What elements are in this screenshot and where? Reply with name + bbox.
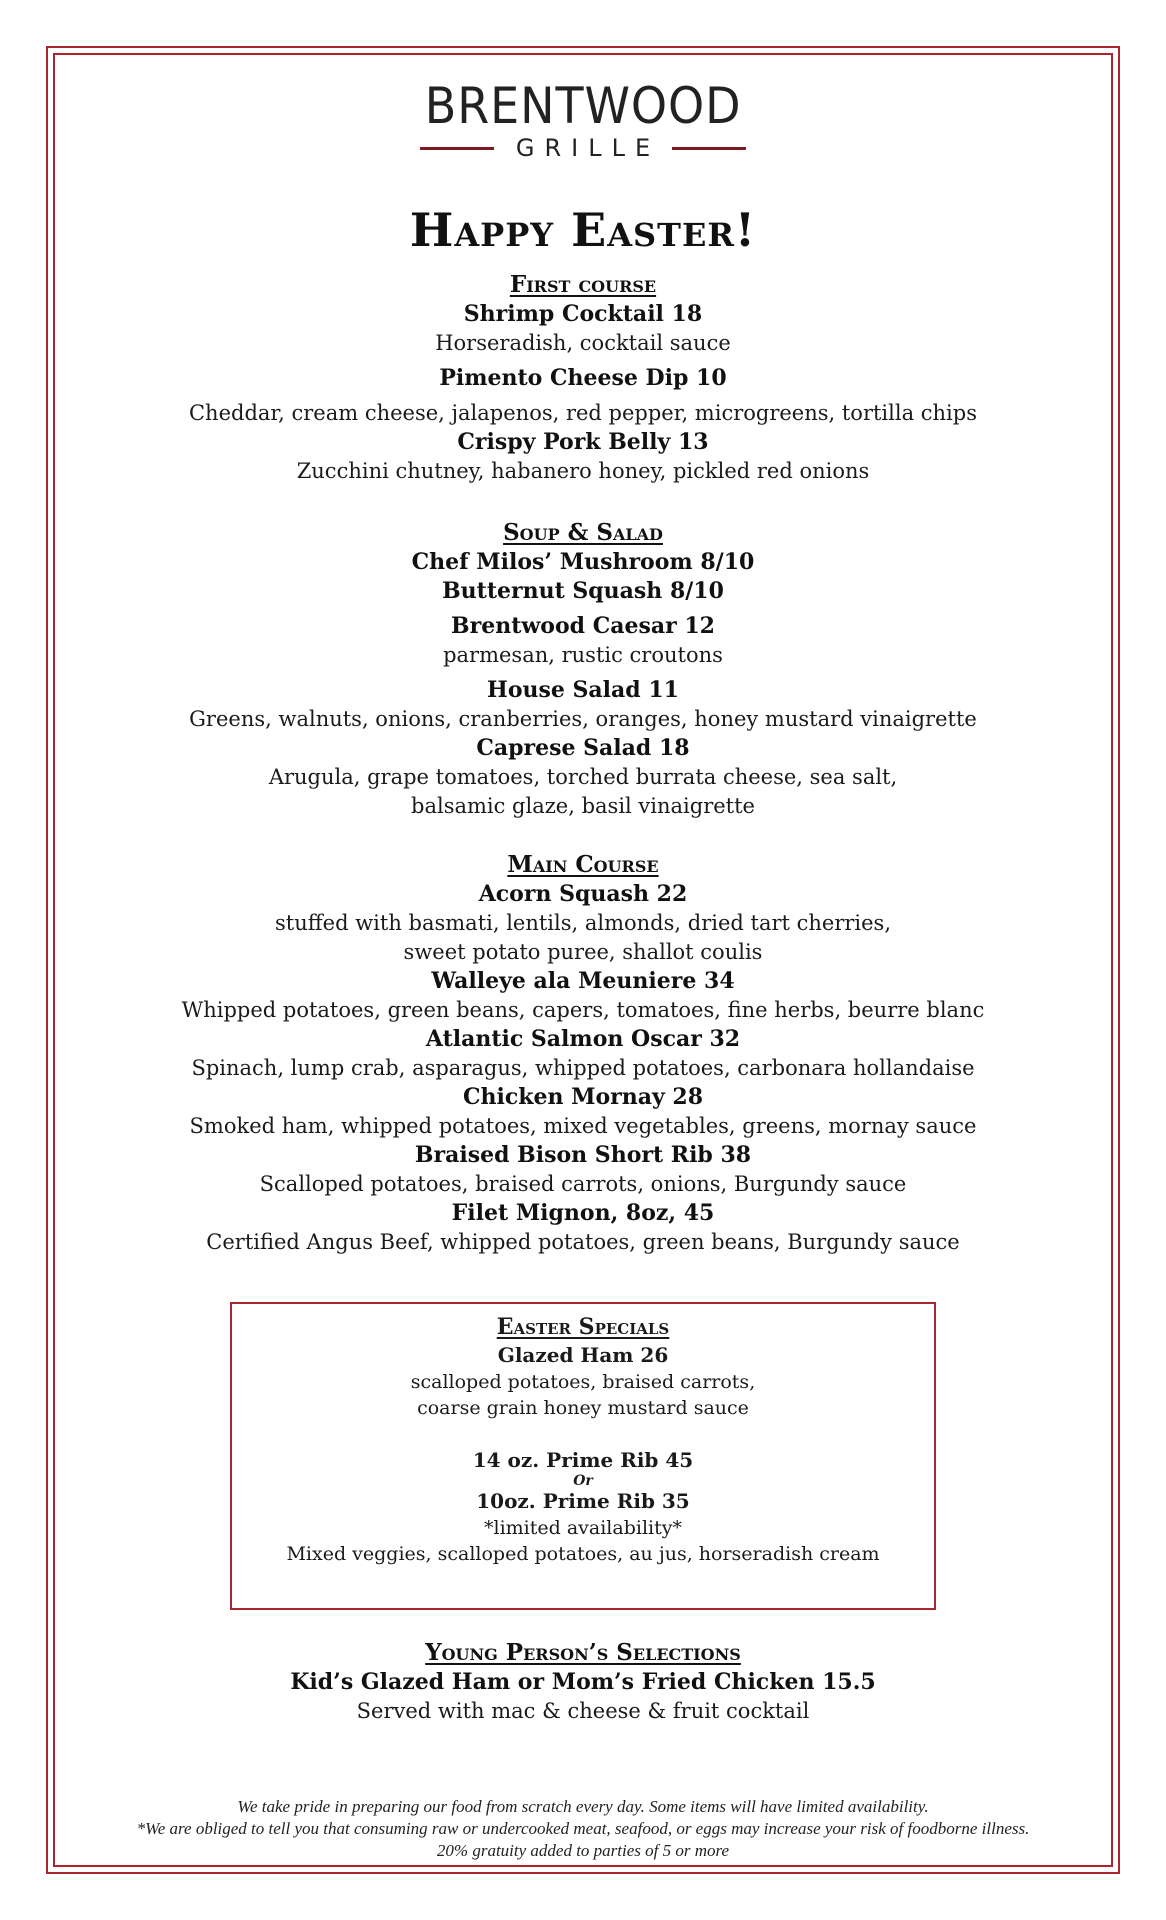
menu-item-name: Atlantic Salmon Oscar 32 <box>425 1026 741 1052</box>
logo-subword: GRILLE <box>515 134 661 162</box>
section-heading: First course <box>509 271 657 298</box>
menu-footer <box>60 1796 1106 1862</box>
logo-rule-right <box>672 147 746 150</box>
special-name: 10oz. Prime Rib 35 <box>476 1489 690 1513</box>
menu-item-name: Caprese Salad 18 <box>476 735 690 761</box>
menu-item-desc: Certified Angus Beef, whipped potatoes, green beans, Burgundy sauce <box>206 1230 960 1254</box>
menu-item-desc: Spinach, lump crab, asparagus, whipped potatoes, carbonara hollandaise <box>191 1056 975 1080</box>
menu-item-desc: Horseradish, cocktail sauce <box>435 331 731 355</box>
menu-item-name: Filet Mignon, 8oz, 45 <box>451 1200 715 1226</box>
menu-item-desc: Whipped potatoes, green beans, capers, tomatoes, fine herbs, beurre blanc <box>181 998 985 1022</box>
menu-item-name: Shrimp Cocktail 18 <box>463 301 703 327</box>
menu-item-desc: Smoked ham, whipped potatoes, mixed vegetables, greens, mornay sauce <box>189 1114 977 1138</box>
footer-line: We take pride in preparing our food from scratch every day. Some items will have limited availability. <box>237 1797 929 1816</box>
section-heading: Main Course <box>507 851 659 878</box>
special-desc: coarse grain honey mustard sauce <box>417 1397 749 1419</box>
menu-item-desc: Served with mac & cheese & fruit cocktail <box>356 1699 810 1723</box>
section-heading: Soup & Salad <box>503 519 663 546</box>
section-young-persons <box>60 1638 1106 1726</box>
menu-item-name: Crispy Pork Belly 13 <box>457 429 709 455</box>
special-note: *limited availability* <box>484 1517 682 1539</box>
menu-page <box>60 60 1106 1860</box>
menu-item-desc: sweet potato puree, shallot coulis <box>403 940 763 964</box>
menu-item-desc: Cheddar, cream cheese, jalapenos, red pepper, microgreens, tortilla chips <box>188 401 977 425</box>
menu-item-desc: Scalloped potatoes, braised carrots, onions, Burgundy sauce <box>259 1172 907 1196</box>
section-first-course <box>60 270 1106 486</box>
menu-item-name: Butternut Squash 8/10 <box>442 578 724 604</box>
menu-item-name: Brentwood Caesar 12 <box>451 613 715 639</box>
page-title: Happy Easter! <box>409 203 757 257</box>
menu-item-desc: balsamic glaze, basil vinaigrette <box>411 794 755 818</box>
menu-item-desc: Greens, walnuts, onions, cranberries, oranges, honey mustard vinaigrette <box>189 707 977 731</box>
brand-logo <box>60 78 1106 162</box>
menu-item-desc: Arugula, grape tomatoes, torched burrata cheese, sea salt, <box>268 765 898 789</box>
menu-item-name: Chef Milos’ Mushroom 8/10 <box>411 549 755 575</box>
logo-wordmark: BRENTWOOD <box>424 77 742 135</box>
footer-line: *We are obliged to tell you that consuming raw or undercooked meat, seafood, or eggs may increase your risk of foodborne illness. <box>136 1819 1030 1838</box>
menu-item-name: Braised Bison Short Rib 38 <box>414 1142 752 1168</box>
logo-rule-left <box>420 147 494 150</box>
menu-item-name: Pimento Cheese Dip 10 <box>439 365 727 391</box>
footer-line: 20% gratuity added to parties of 5 or more <box>436 1841 730 1860</box>
menu-item-name: Kid’s Glazed Ham or Mom’s Fried Chicken 15.5 <box>290 1669 876 1695</box>
easter-specials-box <box>230 1302 936 1610</box>
menu-item-name: Acorn Squash 22 <box>478 881 688 907</box>
menu-item-desc: parmesan, rustic croutons <box>443 643 723 667</box>
section-heading: Young Person’s Selections <box>425 1639 741 1666</box>
menu-item-name: Walleye ala Meuniere 34 <box>431 968 735 994</box>
logo-subline <box>60 134 1106 162</box>
special-or: Or <box>573 1473 593 1489</box>
section-soup-salad <box>60 518 1106 821</box>
menu-item-name: House Salad 11 <box>487 677 679 703</box>
menu-item-desc: Zucchini chutney, habanero honey, pickled red onions <box>296 459 870 483</box>
menu-item-name: Chicken Mornay 28 <box>462 1084 704 1110</box>
section-main-course <box>60 850 1106 1257</box>
special-name: 14 oz. Prime Rib 45 <box>472 1448 694 1472</box>
special-desc: scalloped potatoes, braised carrots, <box>410 1371 756 1393</box>
menu-item-desc: stuffed with basmati, lentils, almonds, dried tart cherries, <box>274 911 891 935</box>
special-name: Glazed Ham 26 <box>497 1343 669 1367</box>
special-desc: Mixed veggies, scalloped potatoes, au jus, horseradish cream <box>286 1543 880 1565</box>
section-heading: Easter Specials <box>496 1314 670 1340</box>
